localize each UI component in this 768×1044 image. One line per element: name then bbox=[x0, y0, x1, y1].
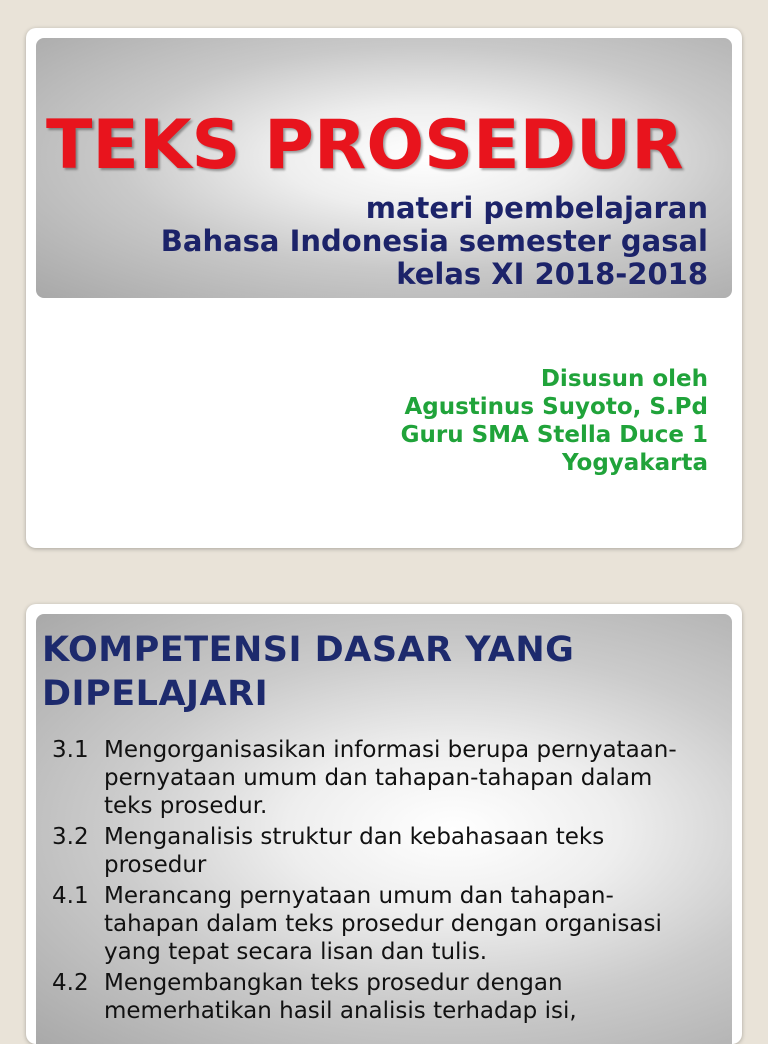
competency-item bbox=[52, 969, 702, 1025]
competency-text: Mengorganisasikan informasi berupa pernyataan-pernyataan umum dan tahapan-tahapan dalam teks prosedur. bbox=[104, 737, 677, 819]
competency-item bbox=[52, 823, 702, 879]
author-block bbox=[208, 365, 708, 477]
subtitle-block bbox=[48, 192, 708, 291]
subtitle-line: materi pembelajaran bbox=[365, 191, 708, 225]
competency-text: Mengembangkan teks prosedur dengan memerhatikan hasil analisis terhadap isi, bbox=[104, 970, 577, 1024]
main-title: TEKS PROSEDUR bbox=[46, 106, 684, 185]
competency-list bbox=[52, 736, 702, 1028]
competency-number: 4.1 bbox=[52, 883, 89, 909]
competency-text: Merancang pernyataan umum dan tahapan-tahapan dalam teks prosedur dengan organisasi yang tepat secara lisan dan tulis. bbox=[104, 883, 662, 965]
competency-title: KOMPETENSI DASAR YANG DIPELAJARI bbox=[42, 630, 575, 714]
competency-item bbox=[52, 736, 702, 820]
competency-text: Menganalisis struktur dan kebahasaan teks prosedur bbox=[104, 824, 605, 878]
author-line: Yogyakarta bbox=[562, 450, 708, 476]
author-line: Guru SMA Stella Duce 1 bbox=[400, 422, 708, 448]
subtitle-line: kelas XI 2018-2018 bbox=[396, 257, 708, 291]
author-line: Disusun oleh bbox=[540, 366, 708, 392]
competency-slide bbox=[26, 604, 742, 1044]
competency-number: 4.2 bbox=[52, 970, 89, 996]
title-slide bbox=[26, 28, 742, 548]
subtitle-line: Bahasa Indonesia semester gasal bbox=[160, 224, 708, 258]
competency-item bbox=[52, 882, 702, 966]
competency-number: 3.2 bbox=[52, 824, 89, 850]
author-line: Agustinus Suyoto, S.Pd bbox=[404, 394, 708, 420]
competency-number: 3.1 bbox=[52, 737, 89, 763]
